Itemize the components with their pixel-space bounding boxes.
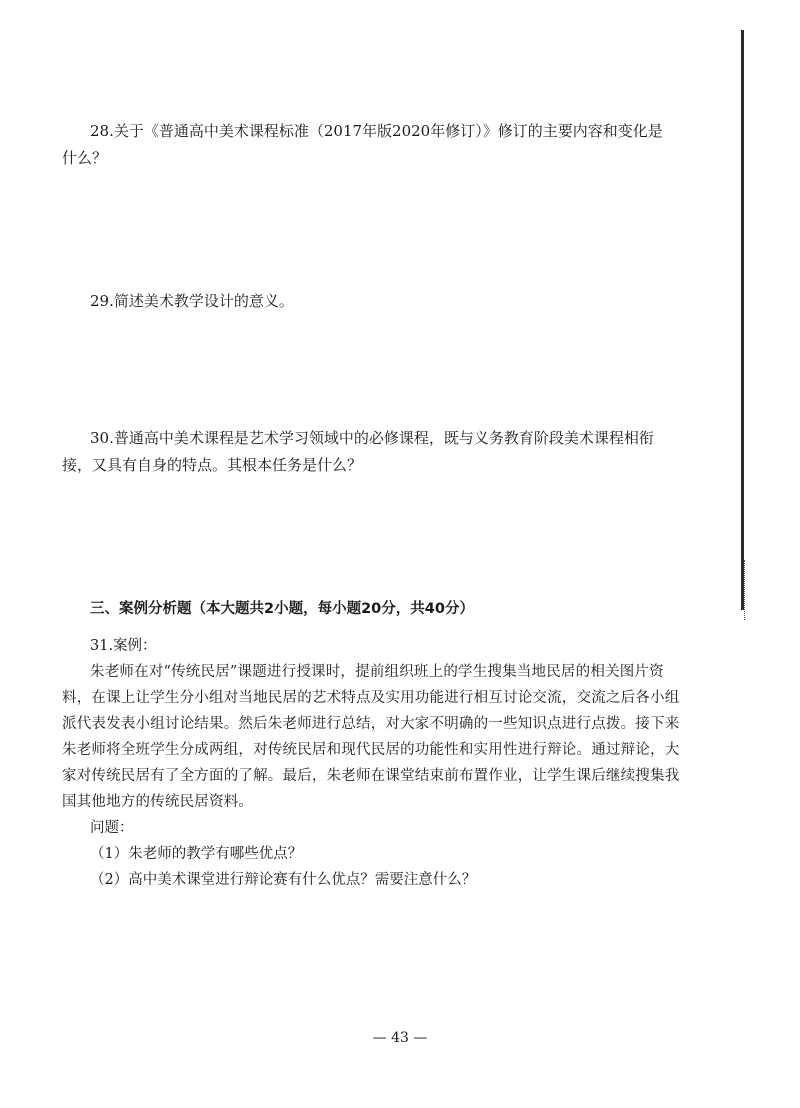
case-label: 31.案例： — [90, 638, 157, 654]
case-body-line: 课后继续搜集我国其他地方的传统民居资料。 — [62, 768, 680, 810]
case-body-line: 通过辩论，大家对传统民居有了全方面的了解。最后，朱老师在课堂结束前布置作业，让学生 — [62, 742, 680, 784]
question-28-line2: 什么？ — [62, 149, 108, 167]
question-label: 问题： — [90, 820, 134, 836]
case-body-line: 各小组派代表发表小组讨论结果。然后朱老师进行总结，对大家不明确的一些知识点进行点 — [62, 690, 680, 732]
case-body — [62, 659, 682, 815]
question-29 — [62, 288, 680, 315]
sub-question-2: （2）高中美术课堂进行辩论赛有什么优点？需要注意什么？ — [90, 872, 477, 888]
question-30-line2: 接，又具有自身的特点。其根本任务是什么？ — [62, 456, 363, 474]
binding-margin-dots — [744, 560, 746, 620]
case-body-line: 朱老师在对“传统民居”课题进行授课时，提前组织班上的学生搜集当地民居的相关图片 — [90, 664, 650, 680]
question-30-line1: 30.普通高中美术课程是艺术学习领域中的必修课程，既与义务教育阶段美术课程相衔 — [90, 429, 654, 447]
binding-margin-line — [741, 30, 744, 610]
question-29-text: 29.简述美术教学设计的意义。 — [90, 292, 294, 310]
case-analysis-31 — [62, 633, 682, 893]
question-28 — [62, 118, 680, 172]
case-body-line: 资料，在课上让学生分小组对当地民居的艺术特点及实用功能进行相互讨论交流，交流之后 — [62, 664, 664, 706]
question-30 — [62, 425, 680, 479]
sub-question-1: （1）朱老师的教学有哪些优点？ — [90, 846, 303, 862]
section-heading: 三、案例分析题（本大题共2小题，每小题20分，共40分） — [90, 601, 474, 617]
question-28-line1: 28.关于《普通高中美术课程标准（2017年版2020年修订）》修订的主要内容和变化是 — [90, 122, 663, 140]
page-number: — 43 — — [372, 1030, 428, 1046]
case-body-line: 拨。接下来朱老师将全班学生分成两组，对传统民居和现代民居的功能性和实用性进行辩论。 — [62, 716, 680, 758]
